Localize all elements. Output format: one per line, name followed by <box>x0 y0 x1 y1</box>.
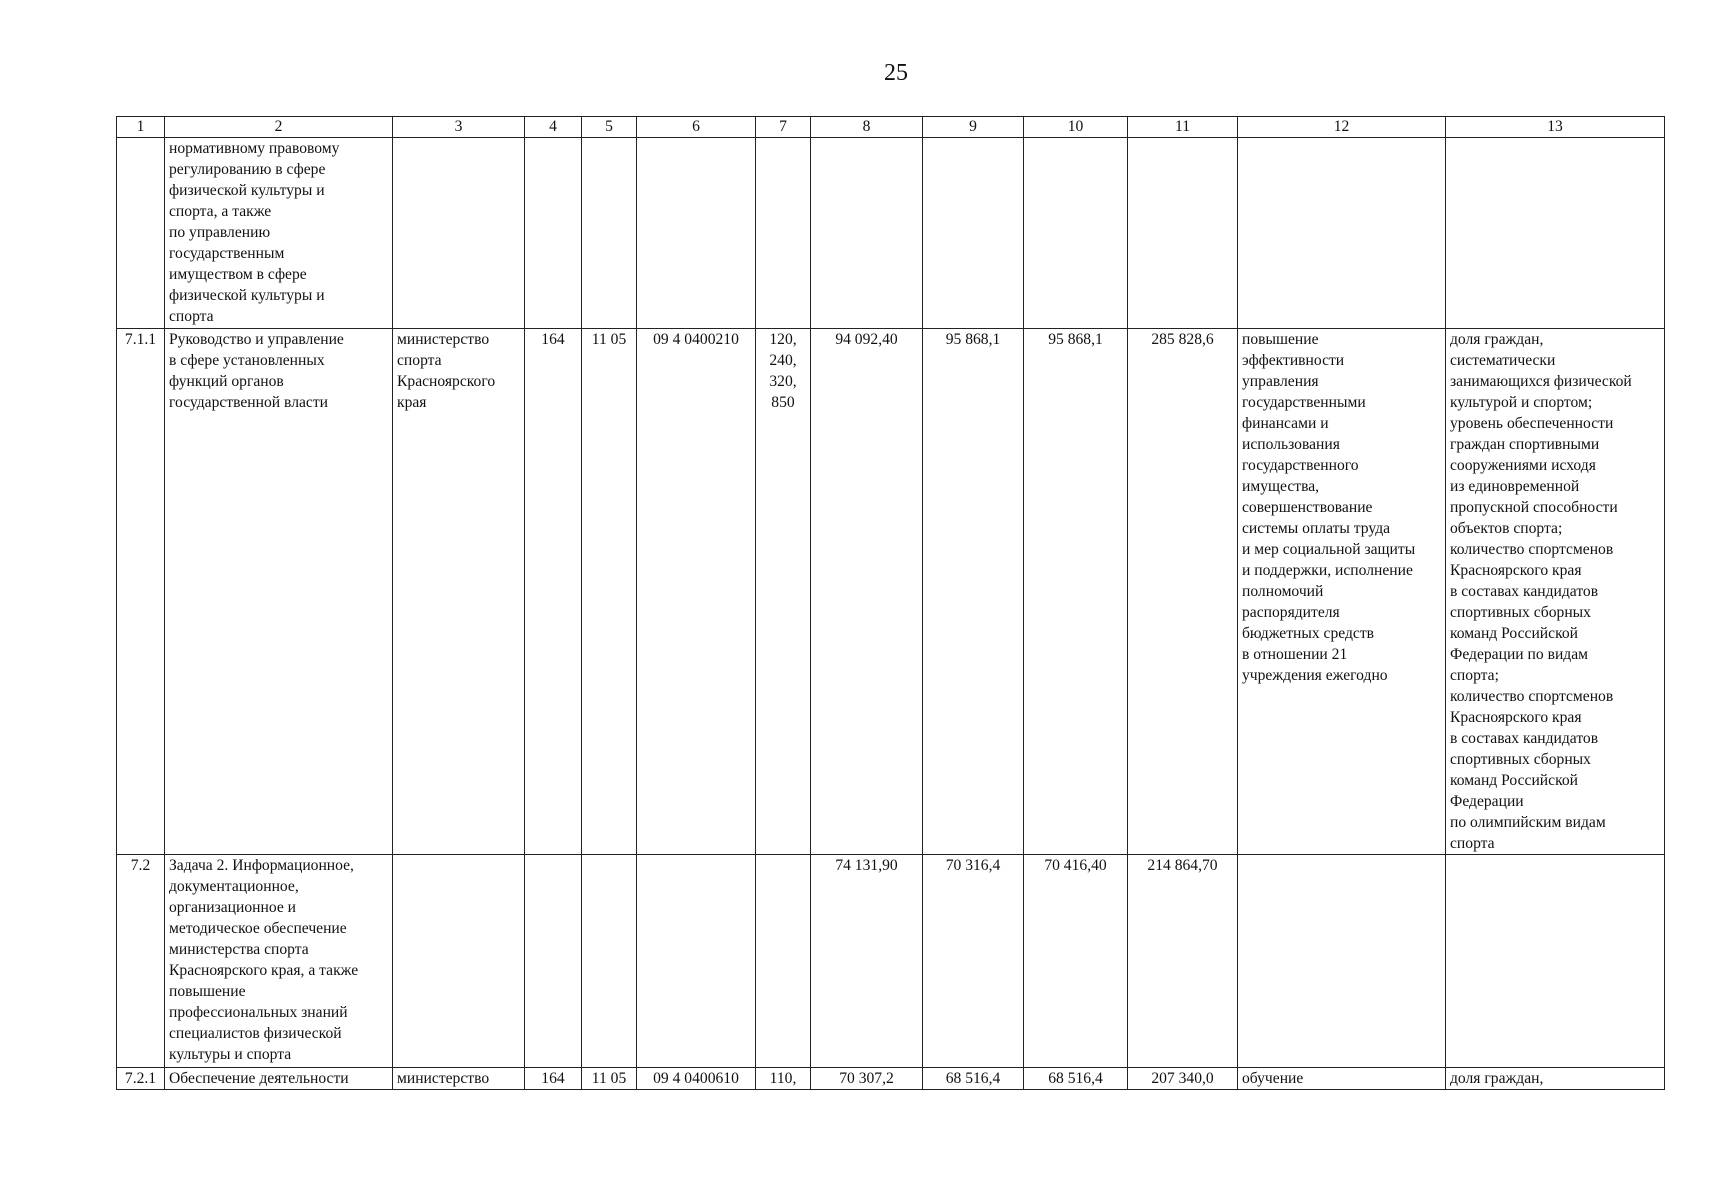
table-row <box>117 138 1665 329</box>
executor-cell <box>393 138 525 329</box>
indicator-cell: доля граждан, систематически занимающихся физической культурой и спортом; уровень обеспеченности граждан спортивными сооружениями исходя из единовременной пропускной способности объектов спорта; количество спортсменов Красноярского края в составах кандидатов спортивных сборных команд Российской Федерации по видам спорта; количество спортсменов Красноярского края в составах кандидатов спортивных сборных команд Российской Федерации по олимпийским видам спорта <box>1446 329 1665 855</box>
header-cell: 8 <box>811 117 923 138</box>
amount-total-cell: 285 828,6 <box>1128 329 1238 855</box>
page-number: 25 <box>884 60 908 86</box>
table-header-row <box>117 117 1665 138</box>
activity-name: Руководство и управление в сфере установленных функций органов государственной власти <box>165 329 393 855</box>
amount-year2-cell: 68 516,4 <box>923 1068 1024 1090</box>
expense-type-cell <box>756 855 811 1068</box>
amount-year3-cell: 95 868,1 <box>1024 329 1128 855</box>
expected-result-cell: обучение <box>1238 1068 1446 1090</box>
document-sheet <box>116 116 1665 1090</box>
header-cell: 7 <box>756 117 811 138</box>
expense-type-cell <box>756 138 811 329</box>
section-code-cell <box>582 855 637 1068</box>
amount-total-cell <box>1128 138 1238 329</box>
table-row <box>117 1068 1665 1090</box>
header-cell: 10 <box>1024 117 1128 138</box>
row-number: 7.2.1 <box>117 1068 165 1090</box>
section-code-cell: 11 05 <box>582 329 637 855</box>
section-code-cell: 11 05 <box>582 1068 637 1090</box>
row-number <box>117 138 165 329</box>
indicator-cell: доля граждан, <box>1446 1068 1665 1090</box>
header-cell: 9 <box>923 117 1024 138</box>
header-cell: 6 <box>637 117 756 138</box>
row-number: 7.2 <box>117 855 165 1068</box>
target-article-cell: 09 4 0400210 <box>637 329 756 855</box>
target-article-cell <box>637 138 756 329</box>
amount-year3-cell <box>1024 138 1128 329</box>
section-code-cell <box>582 138 637 329</box>
executor-cell: министерство спорта Красноярского края <box>393 329 525 855</box>
expected-result-cell <box>1238 138 1446 329</box>
amount-total-cell: 207 340,0 <box>1128 1068 1238 1090</box>
amount-year3-cell: 68 516,4 <box>1024 1068 1128 1090</box>
activity-name: нормативному правовому регулированию в сфере физической культуры и спорта, а также по управлению государственным имуществом в сфере физической культуры и спорта <box>165 138 393 329</box>
header-cell: 3 <box>393 117 525 138</box>
amount-year2-cell <box>923 138 1024 329</box>
indicator-cell <box>1446 855 1665 1068</box>
amount-year1-cell: 74 131,90 <box>811 855 923 1068</box>
amount-year2-cell: 70 316,4 <box>923 855 1024 1068</box>
expense-type-cell: 120, 240, 320, 850 <box>756 329 811 855</box>
target-article-cell: 09 4 0400610 <box>637 1068 756 1090</box>
table-row <box>117 855 1665 1068</box>
indicator-cell <box>1446 138 1665 329</box>
header-cell: 4 <box>525 117 582 138</box>
grbs-code-cell <box>525 855 582 1068</box>
executor-cell: министерство <box>393 1068 525 1090</box>
amount-year1-cell: 94 092,40 <box>811 329 923 855</box>
amount-year1-cell: 70 307,2 <box>811 1068 923 1090</box>
header-cell: 2 <box>165 117 393 138</box>
executor-cell <box>393 855 525 1068</box>
expected-result-cell <box>1238 855 1446 1068</box>
row-number: 7.1.1 <box>117 329 165 855</box>
header-cell: 12 <box>1238 117 1446 138</box>
activity-name: Задача 2. Информационное, документационное, организационное и методическое обеспечение министерства спорта Красноярского края, а также повышение профессиональных знаний специалистов физической культуры и спорта <box>165 855 393 1068</box>
amount-year1-cell <box>811 138 923 329</box>
grbs-code-cell: 164 <box>525 329 582 855</box>
activity-name: Обеспечение деятельности <box>165 1068 393 1090</box>
header-cell: 5 <box>582 117 637 138</box>
amount-total-cell: 214 864,70 <box>1128 855 1238 1068</box>
amount-year2-cell: 95 868,1 <box>923 329 1024 855</box>
expense-type-cell: 110, <box>756 1068 811 1090</box>
grbs-code-cell <box>525 138 582 329</box>
target-article-cell <box>637 855 756 1068</box>
header-cell: 11 <box>1128 117 1238 138</box>
expected-result-cell: повышение эффективности управления государственными финансами и использования государственного имущества, совершенствование системы оплаты труда и мер социальной защиты и поддержки, исполнение полномочий распорядителя бюджетных средств в отношении 21 учреждения ежегодно <box>1238 329 1446 855</box>
grbs-code-cell: 164 <box>525 1068 582 1090</box>
program-table <box>116 116 1665 1090</box>
amount-year3-cell: 70 416,40 <box>1024 855 1128 1068</box>
header-cell: 13 <box>1446 117 1665 138</box>
header-cell: 1 <box>117 117 165 138</box>
table-row <box>117 329 1665 855</box>
